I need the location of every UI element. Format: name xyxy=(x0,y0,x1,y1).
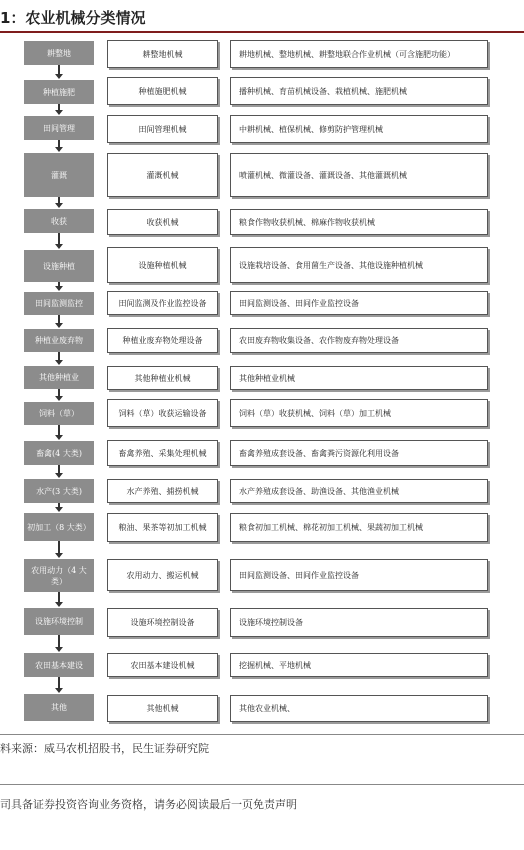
machine-detail-box: 田间监测设备、田间作业监控设备 xyxy=(230,291,488,315)
machine-detail-box: 播种机械、育苗机械设备、栽植机械、施肥机械 xyxy=(230,77,488,105)
category-box: 农田基本建设 xyxy=(24,653,94,677)
machine-detail-box: 设施栽培设备、食用菌生产设备、其他设施种植机械 xyxy=(230,247,488,283)
source-note: 料来源：威马农机招股书，民生证券研究院 xyxy=(0,742,209,755)
machine-type-box: 设施环境控制设备 xyxy=(107,608,218,637)
machine-detail-box: 田间监测设备、田间作业监控设备 xyxy=(230,559,488,591)
down-arrow-icon xyxy=(58,635,60,648)
machine-detail-box: 其他农业机械、 xyxy=(230,695,488,722)
machine-detail-box: 设施环境控制设备 xyxy=(230,608,488,637)
machine-type-box: 收获机械 xyxy=(107,209,218,235)
machine-detail-box: 粮食作物收获机械、棉麻作物收获机械 xyxy=(230,209,488,235)
footer-divider xyxy=(0,784,524,785)
category-box: 饲料（草） xyxy=(24,402,94,425)
down-arrow-icon xyxy=(58,282,60,287)
down-arrow-icon xyxy=(58,503,60,508)
machine-detail-box: 畜禽养殖成套设备、畜禽粪污资源化利用设备 xyxy=(230,440,488,466)
down-arrow-icon xyxy=(58,65,60,75)
down-arrow-icon xyxy=(58,592,60,603)
category-box: 设施环境控制 xyxy=(24,608,94,635)
down-arrow-icon xyxy=(58,465,60,474)
category-box: 田间管理 xyxy=(24,116,94,140)
title-divider xyxy=(0,31,524,33)
machine-type-box: 耕整地机械 xyxy=(107,40,218,68)
down-arrow-icon xyxy=(58,197,60,204)
machine-type-box: 种植施肥机械 xyxy=(107,77,218,105)
down-arrow-icon xyxy=(58,352,60,361)
category-box: 田间监测监控 xyxy=(24,292,94,315)
source-divider xyxy=(0,734,524,735)
machine-type-box: 粮油、果茶等初加工机械 xyxy=(107,513,218,542)
category-box: 水产(3 大类) xyxy=(24,479,94,503)
category-box: 农用动力（4 大类） xyxy=(24,559,94,592)
down-arrow-icon xyxy=(58,140,60,148)
category-box: 设施种植 xyxy=(24,250,94,282)
machine-type-box: 灌溉机械 xyxy=(107,153,218,197)
category-box: 其他 xyxy=(24,694,94,721)
machine-type-box: 设施种植机械 xyxy=(107,247,218,283)
category-box: 其他种植业 xyxy=(24,366,94,389)
machine-type-box: 水产养殖、捕捞机械 xyxy=(107,479,218,503)
machine-detail-box: 农田废弃物收集设备、农作物废弃物处理设备 xyxy=(230,328,488,353)
machine-detail-box: 饲料（草）收获机械、饲料（草）加工机械 xyxy=(230,399,488,427)
category-box: 耕整地 xyxy=(24,41,94,65)
machine-type-box: 其他机械 xyxy=(107,695,218,722)
machine-detail-box: 水产养殖成套设备、助渔设备、其他渔业机械 xyxy=(230,479,488,503)
machine-type-box: 农用动力、搬运机械 xyxy=(107,559,218,591)
down-arrow-icon xyxy=(58,425,60,436)
down-arrow-icon xyxy=(58,104,60,111)
down-arrow-icon xyxy=(58,389,60,397)
machine-detail-box: 挖掘机械、平地机械 xyxy=(230,653,488,677)
machine-type-box: 畜禽养殖、采集处理机械 xyxy=(107,440,218,466)
machine-type-box: 其他种植业机械 xyxy=(107,366,218,390)
down-arrow-icon xyxy=(58,315,60,324)
category-box: 畜禽(4 大类) xyxy=(24,441,94,465)
down-arrow-icon xyxy=(58,233,60,245)
category-box: 种植业废弃物 xyxy=(24,329,94,352)
category-box: 灌溉 xyxy=(24,153,94,197)
figure-title: 1：农业机械分类情况 xyxy=(0,9,146,27)
machine-detail-box: 粮食初加工机械、棉花初加工机械、果蔬初加工机械 xyxy=(230,513,488,542)
machine-detail-box: 耕地机械、整地机械、耕整地联合作业机械（可含施肥功能） xyxy=(230,40,488,68)
down-arrow-icon xyxy=(58,677,60,689)
machine-detail-box: 其他种植业机械 xyxy=(230,366,488,390)
machine-type-box: 饲料（草）收获运输设备 xyxy=(107,399,218,427)
machine-detail-box: 中耕机械、植保机械、修剪防护管理机械 xyxy=(230,115,488,143)
machine-type-box: 农田基本建设机械 xyxy=(107,653,218,677)
category-box: 初加工（8 大类） xyxy=(24,513,94,541)
machine-detail-box: 喷灌机械、微灌设备、灌溉设备、其他灌溉机械 xyxy=(230,153,488,197)
machine-type-box: 种植业废弃物处理设备 xyxy=(107,328,218,353)
machine-type-box: 田间监测及作业监控设备 xyxy=(107,291,218,315)
down-arrow-icon xyxy=(58,541,60,554)
category-box: 收获 xyxy=(24,209,94,233)
disclaimer-note: 司具备证券投资咨询业务资格，请务必阅读最后一页免责声明 xyxy=(0,798,297,811)
category-box: 种植施肥 xyxy=(24,80,94,104)
machine-type-box: 田间管理机械 xyxy=(107,115,218,143)
